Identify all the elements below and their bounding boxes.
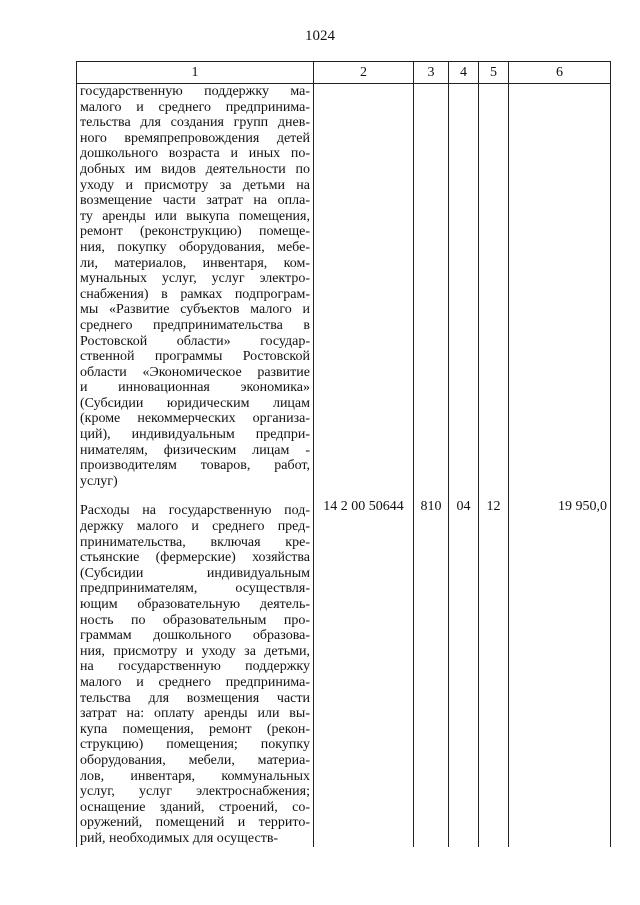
description-line: возмещение части затрат на опла- [80,193,310,209]
description-line: струкцию) помещения; покупку [80,737,310,753]
description-line: (Субсидии индивидуальным [80,565,310,581]
description-line: держку малого и среднего пред- [80,519,310,535]
column-header-6: 6 [509,62,611,84]
description-line: снабжения) в рамках подпрограм- [80,286,310,302]
row-col4 [449,84,479,500]
description-line: ния, присмотру и уходу за детьми, [80,643,310,659]
description-line: среднего предпринимательства в [80,317,310,333]
description-line: Ростовской области» государ- [80,333,310,349]
description-line: малого и среднего предпринима- [80,99,310,115]
description-line: затрат на: оплату аренды или вы- [80,706,310,722]
column-header-4: 4 [449,62,479,84]
description-line: и инновационная экономика» [80,380,310,396]
description-line: тельства для возмещения части [80,690,310,706]
row-amount [509,84,611,500]
description-line: граммам дошкольного образова- [80,628,310,644]
row-description [77,499,314,846]
description-line: ния, покупку оборудования, мебе- [80,239,310,255]
description-line: тельства для создания групп днев- [80,115,310,131]
row-description [77,84,314,500]
description-line: мунальных услуг, услуг электро- [80,271,310,287]
description-line: ность по образовательным про- [80,612,310,628]
row-col5: 12 [479,499,509,846]
column-header-3: 3 [414,62,449,84]
row-code: 14 2 00 50644 [314,499,414,846]
description-line: области «Экономическое развитие [80,364,310,380]
description-line: предпринимателям, осуществля- [80,581,310,597]
description-line: дошкольного возраста и иных по- [80,146,310,162]
description-line: лов, инвентаря, коммунальных [80,768,310,784]
description-line: ций), индивидуальным предпри- [80,427,310,443]
page-number: 1024 [305,28,335,44]
column-header-5: 5 [479,62,509,84]
description-line: (Субсидии юридическим лицам [80,395,310,411]
table-row [77,84,611,500]
description-line: (кроме некоммерческих организа- [80,411,310,427]
description-line: купа помещения, ремонт (рекон- [80,721,310,737]
description-line: услуг, услуг электроснабжения; [80,784,310,800]
description-line: оснащение зданий, строений, со- [80,799,310,815]
description-line: ного времяпрепровождения детей [80,130,310,146]
row-amount: 19 950,0 [509,499,611,846]
description-line: рий, необходимых для осуществ- [80,830,279,846]
description-line: ремонт (реконструкцию) помеще- [80,224,310,240]
description-line: уходу и присмотру за детьми на [80,177,310,193]
description-line: услуг) [80,473,118,489]
description-line: оружений, помещений и террито- [80,815,310,831]
description-line: ющим образовательную деятель- [80,597,310,612]
description-line: малого и среднего предпринима- [80,674,310,690]
description-line: добных им видов деятельности по [80,161,310,177]
description-line: на государственную поддержку [80,659,310,675]
row-col3: 810 [414,499,449,846]
column-header-1: 1 [77,62,314,84]
description-line: производителям товаров, работ, [80,458,310,474]
description-line: оборудования, мебели, материа- [80,752,310,768]
description-line: ли, материалов, инвентаря, ком- [80,255,310,271]
description-line: стьянские (фермерские) хозяйства [80,550,310,566]
description-line: принимательства, включая кре- [80,534,310,550]
description-line: ту аренды или выкупа помещения, [80,208,310,224]
table-row [77,499,611,846]
row-col3 [414,84,449,500]
row-col5 [479,84,509,500]
description-line: Расходы на государственную под- [80,503,310,519]
description-line: ственной программы Ростовской [80,349,310,365]
column-header-2: 2 [314,62,414,84]
row-code [314,84,414,500]
budget-table [76,61,611,847]
row-col4: 04 [449,499,479,846]
table-header-row [77,62,611,84]
description-line: нимателям, физическим лицам - [80,442,310,458]
description-line: государственную поддержку ма- [80,84,310,99]
description-line: мы «Развитие субъектов малого и [80,302,310,318]
